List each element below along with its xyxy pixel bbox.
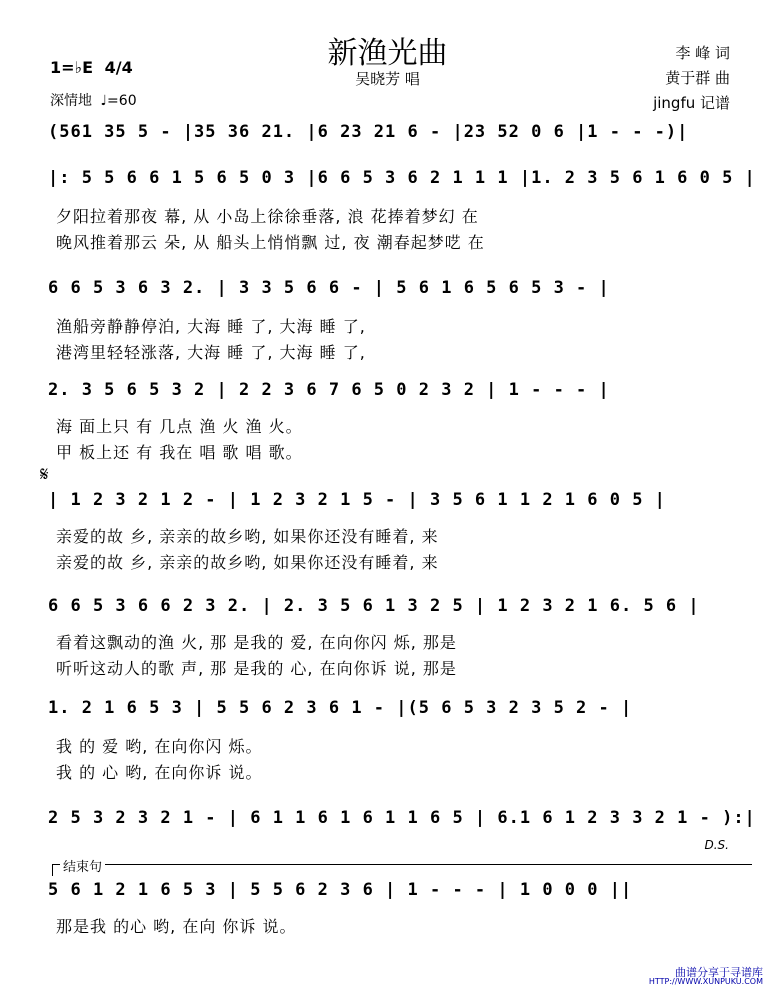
key-label: 1=♭E: [50, 58, 94, 77]
lyric-line-6b: 听听这动人的歌 声, 那 是我的 心, 在向你诉 说, 那是: [56, 659, 457, 678]
lyric-line-3b: 港湾里轻轻涨落, 大海 睡 了, 大海 睡 了,: [56, 343, 366, 362]
lyric-line-5a: 亲爱的故 乡, 亲亲的故乡哟, 如果你还没有睡着, 来: [56, 527, 439, 546]
lyric-line-7b: 我 的 心 哟, 在向你诉 说。: [56, 763, 263, 782]
transcriber-credit: jingfu 记谱: [653, 94, 730, 112]
notation-line-9: 5 6 1 2 1 6 5 3 | 5 5 6 2 3 6 | 1 - - - | 1 0 0 0 ||: [48, 880, 633, 900]
expression-label: 深情地: [50, 93, 92, 109]
lyric-line-4a: 海 面上只 有 几点 渔 火 渔 火。: [56, 417, 303, 436]
lyric-line-4b: 甲 板上还 有 我在 唱 歌 唱 歌。: [56, 443, 303, 462]
footer-source-text: 曲谱分享于寻谱库: [675, 966, 763, 979]
ending-bracket-line: [52, 864, 752, 865]
page-title: 新渔光曲: [327, 36, 448, 71]
composer-credit: 黄于群 曲: [665, 69, 730, 87]
notation-line-3: 6 6 5 3 6 3 2. | 3 3 5 6 6 - | 5 6 1 6 5 6 5 3 - |: [48, 278, 610, 298]
ending-label: 结束句: [60, 856, 105, 875]
notation-line-8: 2 5 3 2 3 2 1 - | 6 1 1 6 1 6 1 1 6 5 | 6.1 6 1 2 3 3 2 1 - ):|: [48, 808, 756, 828]
notation-line-1: (561 35 5 - |35 36 21. |6 23 21 6 - |23 52 0 6 |1 - - -)|: [48, 122, 689, 142]
notation-line-2: |: 5 5 6 6 1 5 6 5 0 3 |6 6 5 3 6 2 1 1 1 |1. 2 3 5 6 1 6 0 5 |: [48, 168, 756, 188]
time-signature: 4/4: [104, 58, 133, 77]
lyric-line-2b: 晚风推着那云 朵, 从 船头上悄悄飘 过, 夜 潮春起梦呓 在: [56, 233, 485, 252]
singer-credit: 吴晓芳 唱: [355, 70, 420, 88]
lyric-line-3a: 渔船旁静静停泊, 大海 睡 了, 大海 睡 了,: [56, 317, 366, 336]
key-signature: [50, 58, 133, 77]
lyric-line-7a: 我 的 爱 哟, 在向你闪 烁。: [56, 737, 263, 756]
ending-bracket-tick: [52, 864, 53, 876]
notation-line-7: 1. 2 1 6 5 3 | 5 5 6 2 3 6 1 - |(5 6 5 3 2 3 5 2 - |: [48, 698, 633, 718]
segno-sign: 𝄋: [40, 462, 49, 486]
ds-marking: D.S.: [704, 838, 729, 852]
lyric-line-9: 那是我 的心 哟, 在向 你诉 说。: [56, 917, 297, 936]
lyric-line-5b: 亲爱的故 乡, 亲亲的故乡哟, 如果你还没有睡着, 来: [56, 553, 439, 572]
lyric-line-6a: 看着这飘动的渔 火, 那 是我的 爱, 在向你闪 烁, 那是: [56, 633, 457, 652]
lyric-line-2a: 夕阳拉着那夜 幕, 从 小岛上徐徐垂落, 浪 花捧着梦幻 在: [56, 207, 479, 226]
lyricist-credit: 李 峰 词: [675, 44, 730, 62]
tempo-marking: [50, 90, 137, 110]
notation-line-4: 2. 3 5 6 5 3 2 | 2 2 3 6 7 6 5 0 2 3 2 | 1 - - - |: [48, 380, 610, 400]
tempo-label: ♩=60: [100, 93, 137, 109]
footer-url[interactable]: HTTP://WWW.XUNPUKU.COM: [648, 977, 763, 986]
notation-line-6: 6 6 5 3 6 6 2 3 2. | 2. 3 5 6 1 3 2 5 | 1 2 3 2 1 6. 5 6 |: [48, 596, 700, 616]
notation-line-5: | 1 2 3 2 1 2 - | 1 2 3 2 1 5 - | 3 5 6 1 1 2 1 6 0 5 |: [48, 490, 666, 510]
